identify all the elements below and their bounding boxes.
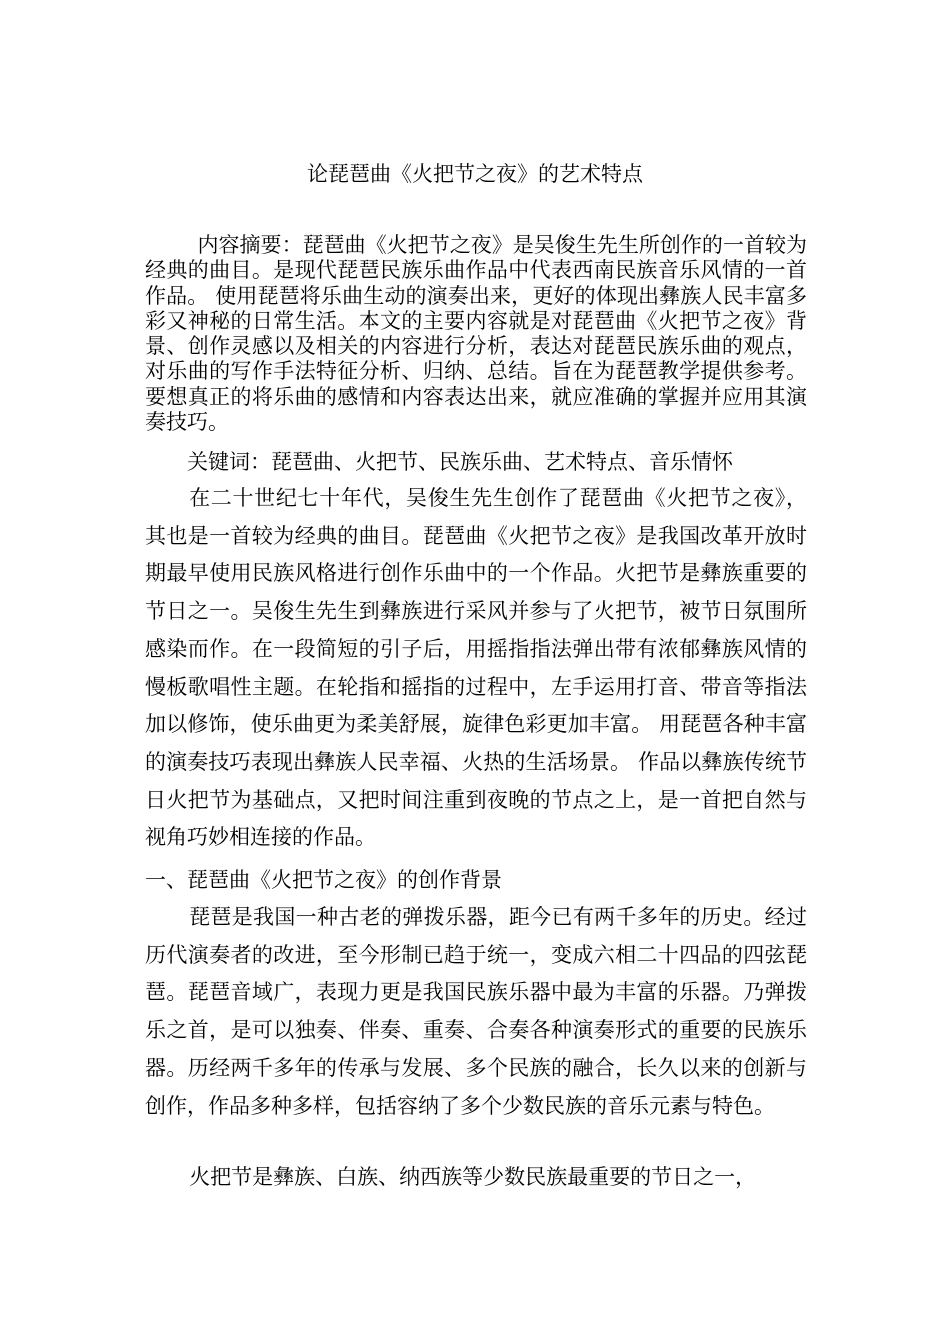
- body-paragraph-1: 在二十世纪七十年代，吴俊生先生创作了琵琶曲《火把节之夜》，其也是一首较为经典的曲目。琵琶曲《火把节之夜》是我国改革开放时期最早使用民族风格进行创作乐曲中的一个作品。火把节是彝族重要的节日之一。吴俊生先生到彝族进行采风并参与了火把节，被节日氛围所感染而作。在一段简短的引子后，用摇指指法弹出带有浓郁彝族风情的慢板歌唱性主题。在轮指和摇指的过程中，左手运用打音、带音等指法加以修饰，使乐曲更为柔美舒展，旋律色彩更加丰富。 用琵琶各种丰富的演奏技巧表现出彝族人民幸福、火热的生活场景。 作品以彝族传统节日火把节为基础点，又把时间注重到夜晚的节点之上，是一首把自然与视角巧妙相连接的作品。: [145, 486, 807, 850]
- body-paragraph-3: 火把节是彝族、白族、纳西族等少数民族最重要的节日之一，: [189, 1165, 757, 1189]
- document-title: 论琵琶曲《火把节之夜》的艺术特点: [307, 162, 643, 186]
- section-heading: 一、琵琶曲《火把节之夜》的创作背景: [145, 868, 502, 892]
- keywords-line: 关键词：琵琶曲、火把节、民族乐曲、艺术特点、音乐情怀: [187, 450, 733, 474]
- body-paragraph-2: 琵琶是我国一种古老的弹拨乐器，距今已有两千多年的历史。经过历代演奏者的改进，至今形制已趋于统一，变成六相二十四品的四弦琵琶。琵琶音域广，表现力更是我国民族乐器中最为丰富的乐器。乃弹拨乐之首，是可以独奏、伴奏、重奏、合奏各种演奏形式的重要的民族乐器。历经两千多年的传承与发展、多个民族的融合，长久以来的创新与创作，作品多种多样，包括容纳了多个少数民族的音乐元素与特色。: [145, 905, 807, 1118]
- abstract-paragraph: 内容摘要：琵琶曲《火把节之夜》是吴俊生先生所创作的一首较为经典的曲目。是现代琵琶民族乐曲作品中代表西南民族音乐风情的一首作品。 使用琵琶将乐曲生动的演奏出来，更好的体现出彝族人民丰富多彩又神秘的日常生活。本文的主要内容就是对琵琶曲《火把节之夜》背景、创作灵感以及相关的内容进行分析，表达对琵琶民族乐曲的观点，对乐曲的写作手法特征分析、归纳、总结。旨在为琵琶教学提供参考。要想真正的将乐曲的感情和内容表达出来，就应准确的掌握并应用其演奏技巧。: [145, 233, 807, 435]
